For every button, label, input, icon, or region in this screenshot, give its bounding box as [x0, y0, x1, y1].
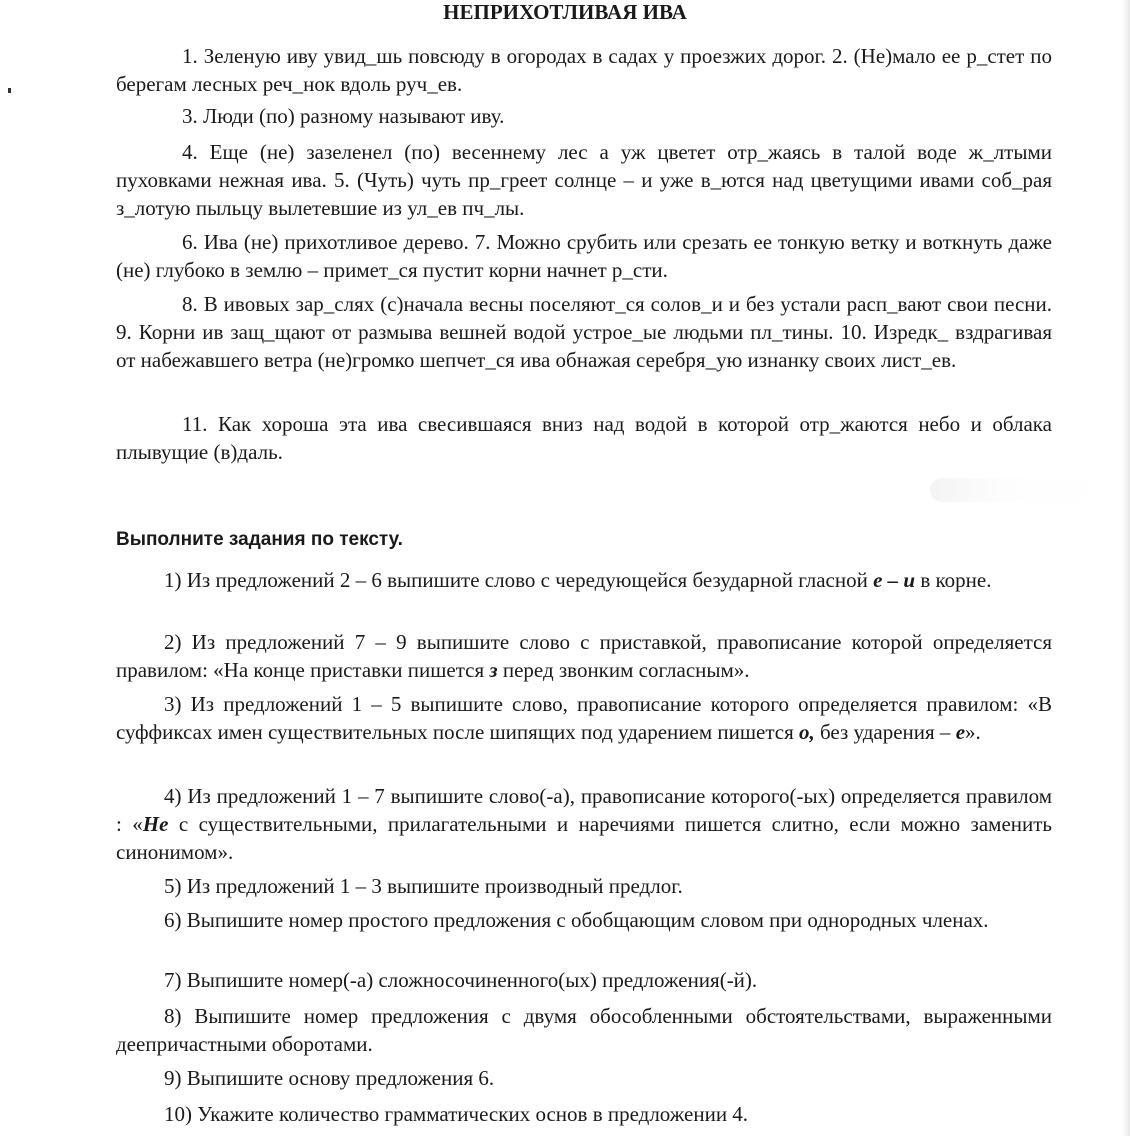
task-7: 7) Выпишите номер(-а) сложносочиненного(ых) предложения(-й). [164, 968, 758, 992]
task-10: 10) Укажите количество грамматических основ в предложении 4. [164, 1102, 749, 1126]
task-4-ne: Не [142, 812, 169, 836]
task-2 [116, 628, 1052, 684]
scan-speck [8, 88, 11, 93]
task-3 [116, 690, 1052, 746]
task-4-tail: с существительными, прилагательными и наречиями пишется слитно, если можно заменить синонимом». [116, 812, 1052, 864]
text-paragraph-3: 4. Еще (не) зазеленел (по) весеннему лес а уж цветет отр_жаясь в талой воде ж_лтыми пуховками нежная ива. 5. (Чуть) чуть пр_греет солнце – и уже в_ются над цветущими ивами соб_рая з_лотую пыльцу вылетевшие из ул_ев пч_лы. [116, 140, 1052, 220]
task-5: 5) Из предложений 1 – 3 выпишите производный предлог. [164, 874, 683, 898]
task-2-text: 2) Из предложений 7 – 9 выпишите слово с приставкой, правописание которой определяется правилом: «На конце приставки пишется [116, 630, 1052, 682]
text-paragraph-5: 8. В ивовых зар_слях (с)начала весны поселяют_ся солов_и и без устали расп_вают свои песни. 9. Корни ив защ_щают от размыва вешней водой устрое_ые людьми пл_тины. 10. Изредк_ вздрагивая от набежавшего ветра (не)громко шепчет_ся ива обнажая серебря_ую изнанку своих лист_ев. [116, 292, 1052, 372]
task-1-text: 1) Из предложений 2 – 6 выпишите слово с чередующейся безударной гласной [164, 568, 874, 592]
task-4-text: 4) Из предложений 1 – 7 выпишите слово(-а), правописание которого(-ых) определяется правилом : « [116, 784, 1052, 836]
task-9: 9) Выпишите основу предложения 6. [164, 1066, 495, 1090]
task-6: 6) Выпишите номер простого предложения с обобщающим словом при однородных членах. [164, 908, 989, 932]
text-paragraph-1: 1. Зеленую иву увид_шь повсюду в огородах в садах у проезжих дорог. 2. (Не)мало ее р_стет по берегам лесных реч_нок вдоль руч_ев. [116, 44, 1052, 96]
tasks-heading: Выполните задания по тексту. [116, 529, 403, 550]
text-paragraph-6: 11. Как хороша эта ива свесившаяся вниз над водой в которой отр_жаются небо и облака плывущие (в)даль. [116, 412, 1052, 464]
scan-edge-shadow [1122, 0, 1130, 1136]
task-1-tail: в корне. [915, 568, 992, 592]
task-8: 8) Выпишите номер предложения с двумя обособленными обстоятельствами, выраженными деепричастными оборотами. [116, 1004, 1052, 1056]
task-2-tail: перед звонким согласным». [497, 658, 750, 682]
task-3-middle: без ударения – [814, 720, 956, 744]
task-3-text: 3) Из предложений 1 – 5 выпишите слово, правописание которого определяется правилом: «В суффиксах имен существительных после шипящих под ударением пишется [116, 692, 1052, 744]
scan-smudge [930, 478, 1105, 502]
task-3-tail: ». [965, 720, 981, 744]
document-title: НЕПРИХОТЛИВАЯ ИВА [443, 0, 687, 24]
text-paragraph-2: 3. Люди (по) разному называют иву. [182, 104, 505, 128]
task-1-letters: е – и [873, 568, 916, 592]
task-1 [116, 566, 1052, 594]
task-2-letter: з [489, 658, 498, 682]
task-4 [116, 782, 1052, 866]
task-3-letter-e: е [955, 720, 966, 744]
task-3-letter-o: о, [799, 720, 815, 744]
text-paragraph-4: 6. Ива (не) прихотливое дерево. 7. Можно срубить или срезать ее тонкую ветку и воткнуть даже (не) глубоко в землю – примет_ся пустит корни начнет р_сти. [116, 230, 1052, 282]
